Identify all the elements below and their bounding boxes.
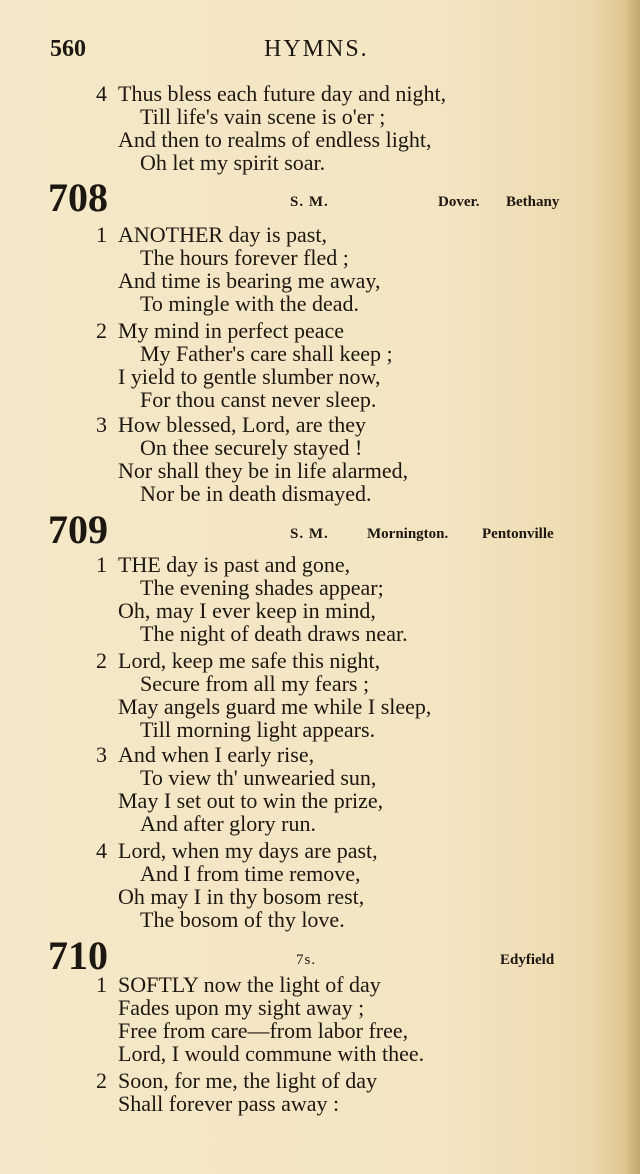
verse-line: And after glory run.: [140, 811, 316, 836]
verse-line: May I set out to win the prize,: [118, 788, 384, 813]
verse-line: To mingle with the dead.: [140, 291, 360, 316]
verse-line: ANOTHER day is past,: [118, 222, 327, 247]
verse-line: The night of death draws near.: [140, 621, 408, 646]
verse-number: 3: [96, 412, 107, 437]
running-head: HYMNS.: [264, 36, 369, 62]
verse-number: 4: [96, 838, 107, 863]
verse-line: THE day is past and gone,: [118, 552, 351, 577]
hymn-tune: Bethany: [506, 194, 560, 210]
intro-verse-number: 4: [96, 81, 107, 106]
verse-line: SOFTLY now the light of day: [118, 972, 381, 997]
hymn-tune: Mornington.: [367, 526, 449, 542]
verse-line: My Father's care shall keep ;: [140, 341, 393, 366]
verse-line: Till morning light appears.: [140, 717, 376, 742]
verse-number: 1: [96, 972, 107, 997]
verse-line: Oh may I in thy bosom rest,: [118, 884, 365, 909]
page-edge-shadow: [624, 0, 640, 1174]
verse-line: I yield to gentle slumber now,: [118, 364, 381, 389]
hymn-meter: 7s.: [296, 952, 317, 968]
page-header: [0, 36, 640, 70]
verse-line: Till life's vain scene is o'er ;: [140, 104, 386, 129]
verse-line: And when I early rise,: [118, 742, 315, 767]
verse-line: Nor be in death dismayed.: [140, 481, 372, 506]
hymn-tune: Dover.: [438, 194, 480, 210]
verse-number: 1: [96, 552, 107, 577]
verse-line: Free from care—from labor free,: [118, 1018, 409, 1043]
hymn-number: 708: [48, 175, 108, 220]
verse-number: 2: [96, 1068, 107, 1093]
hymn-meter: S. M.: [290, 526, 329, 542]
verse-line: Oh let my spirit soar.: [140, 150, 326, 175]
verse-line: And I from time remove,: [140, 861, 361, 886]
verse-line: May angels guard me while I sleep,: [118, 694, 432, 719]
verse-line: To view th' unwearied sun,: [140, 765, 377, 790]
verse-number: 1: [96, 222, 107, 247]
verse-line: The bosom of thy love.: [140, 907, 345, 932]
verse-number: 3: [96, 742, 107, 767]
verse-line: Secure from all my fears ;: [140, 671, 370, 696]
verse-line: Thus bless each future day and night,: [118, 81, 447, 106]
verse-line: And time is bearing me away,: [118, 268, 381, 293]
verse-line: The hours forever fled ;: [140, 245, 349, 270]
verse-line: On thee securely stayed !: [140, 435, 363, 460]
hymn-number: 710: [48, 933, 108, 978]
verse-number: 2: [96, 648, 107, 673]
verse-line: Nor shall they be in life alarmed,: [118, 458, 409, 483]
hymn-tune: Pentonville: [482, 526, 554, 542]
hymn-tune: Edyfield: [500, 952, 555, 968]
verse-line: The evening shades appear;: [140, 575, 384, 600]
verse-line: How blessed, Lord, are they: [118, 412, 367, 437]
verse-line: Lord, when my days are past,: [118, 838, 378, 863]
hymn-number: 709: [48, 507, 108, 552]
hymn-meter: S. M.: [290, 194, 329, 210]
verse-line: Soon, for me, the light of day: [118, 1068, 378, 1093]
verse-line: Fades upon my sight away ;: [118, 995, 365, 1020]
verse-line: Lord, keep me safe this night,: [118, 648, 381, 673]
verse-line: Lord, I would commune with thee.: [118, 1041, 425, 1066]
page-number: 560: [50, 36, 86, 62]
verse-line: My mind in perfect peace: [118, 318, 345, 343]
verse-number: 2: [96, 318, 107, 343]
verse-line: Shall forever pass away :: [118, 1091, 340, 1116]
verse-line: Oh, may I ever keep in mind,: [118, 598, 376, 623]
verse-line: And then to realms of endless light,: [118, 127, 432, 152]
verse-line: For thou canst never sleep.: [140, 387, 377, 412]
